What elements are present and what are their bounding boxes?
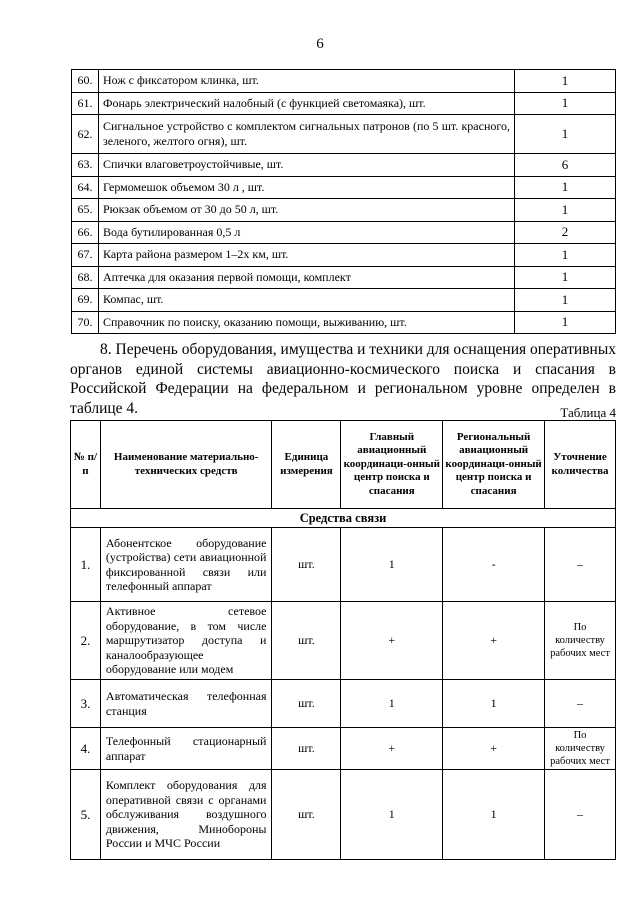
- row-number: 61.: [72, 92, 99, 115]
- table-row: [72, 244, 616, 267]
- table-4: [70, 420, 616, 860]
- row-main-center: 1: [341, 528, 443, 602]
- row-number: 68.: [72, 266, 99, 289]
- row-clarification: –: [545, 528, 616, 602]
- table-row: [72, 70, 616, 93]
- item-name: Рюкзак объемом от 30 до 50 л, шт.: [99, 199, 515, 222]
- row-clarification: По количеству рабочих мест: [545, 602, 616, 680]
- row-regional-center: 1: [443, 680, 545, 728]
- item-quantity: 1: [515, 289, 616, 312]
- table-row: [72, 266, 616, 289]
- row-number: 66.: [72, 221, 99, 244]
- row-main-center: 1: [341, 680, 443, 728]
- header-main-center: Главный авиационный координаци-онный центр поиска и спасания: [341, 421, 443, 509]
- row-name: Активное сетевое оборудование, в том числе маршрутизатор доступа и каналообразующее оборудование или модем: [100, 602, 272, 680]
- item-quantity: 1: [515, 92, 616, 115]
- section-title: Средства связи: [71, 509, 616, 528]
- page-number: 6: [316, 36, 324, 52]
- row-number: 67.: [72, 244, 99, 267]
- item-name: Аптечка для оказания первой помощи, комплект: [99, 266, 515, 289]
- item-quantity: 1: [515, 115, 616, 154]
- paragraph-text: 8. Перечень оборудования, имущества и техники для оснащения оперативных органов единой системы авиационно-космического поиска и спасания в Российской Федерации на федеральном и региональном уровне определен в таблице 4.: [70, 341, 616, 417]
- item-quantity: 1: [515, 311, 616, 334]
- row-number: 70.: [72, 311, 99, 334]
- table-row: [72, 221, 616, 244]
- item-quantity: 1: [515, 244, 616, 267]
- table-row: [71, 770, 616, 860]
- item-quantity: 6: [515, 154, 616, 177]
- row-name: Абонентское оборудование (устройства) сети авиационной фиксированной связи или телефонный аппарат: [100, 528, 272, 602]
- row-name: Комплект оборудования для оперативной связи с органами обслуживания воздушного движения, Минобороны России и МЧС России: [100, 770, 272, 860]
- item-name: Справочник по поиску, оказанию помощи, выживанию, шт.: [99, 311, 515, 334]
- item-name: Компас, шт.: [99, 289, 515, 312]
- table-row: [72, 154, 616, 177]
- row-name: Автоматическая телефонная станция: [100, 680, 272, 728]
- row-number: 5.: [71, 770, 101, 860]
- table-row: [72, 199, 616, 222]
- row-number: 62.: [72, 115, 99, 154]
- item-name: Фонарь электрический налобный (с функцией светомаяка), шт.: [99, 92, 515, 115]
- row-unit: шт.: [272, 680, 341, 728]
- section-row: [71, 509, 616, 528]
- table-row: [71, 728, 616, 770]
- row-number: 60.: [72, 70, 99, 93]
- header-regional-center: Региональный авиационный координаци-онный центр поиска и спасания: [443, 421, 545, 509]
- row-regional-center: +: [443, 728, 545, 770]
- table-header-row: [71, 421, 616, 509]
- table-row: [72, 289, 616, 312]
- row-clarification: По количеству рабочих мест: [545, 728, 616, 770]
- table-row: [71, 680, 616, 728]
- row-main-center: +: [341, 728, 443, 770]
- item-name: Карта района размером 1–2х км, шт.: [99, 244, 515, 267]
- row-clarification: –: [545, 770, 616, 860]
- header-clarification: Уточнение количества: [545, 421, 616, 509]
- row-number: 2.: [71, 602, 101, 680]
- header-unit: Единица измерения: [272, 421, 341, 509]
- row-number: 65.: [72, 199, 99, 222]
- table-row: [72, 176, 616, 199]
- row-number: 69.: [72, 289, 99, 312]
- item-name: Вода бутилированная 0,5 л: [99, 221, 515, 244]
- table-row: [71, 528, 616, 602]
- table-row: [72, 115, 616, 154]
- table-row: [71, 602, 616, 680]
- item-quantity: 1: [515, 70, 616, 93]
- row-number: 63.: [72, 154, 99, 177]
- table-row: [72, 92, 616, 115]
- item-quantity: 1: [515, 199, 616, 222]
- item-name: Нож с фиксатором клинка, шт.: [99, 70, 515, 93]
- table-caption: Таблица 4: [560, 405, 616, 420]
- item-quantity: 1: [515, 176, 616, 199]
- row-unit: шт.: [272, 728, 341, 770]
- row-unit: шт.: [272, 770, 341, 860]
- row-clarification: –: [545, 680, 616, 728]
- row-regional-center: +: [443, 602, 545, 680]
- item-quantity: 2: [515, 221, 616, 244]
- row-number: 1.: [71, 528, 101, 602]
- row-number: 3.: [71, 680, 101, 728]
- header-name: Наименование материально-технических средств: [100, 421, 272, 509]
- table-row: [72, 311, 616, 334]
- item-quantity: 1: [515, 266, 616, 289]
- row-main-center: +: [341, 602, 443, 680]
- header-num: № п/п: [71, 421, 101, 509]
- row-number: 4.: [71, 728, 101, 770]
- row-main-center: 1: [341, 770, 443, 860]
- row-name: Телефонный стационарный аппарат: [100, 728, 272, 770]
- row-unit: шт.: [272, 602, 341, 680]
- row-regional-center: 1: [443, 770, 545, 860]
- row-number: 64.: [72, 176, 99, 199]
- item-name: Гермомешок объемом 30 л , шт.: [99, 176, 515, 199]
- item-name: Спички влаговетроустойчивые, шт.: [99, 154, 515, 177]
- section-8-paragraph: [70, 340, 616, 418]
- equipment-list-table: [71, 69, 616, 334]
- row-regional-center: -: [443, 528, 545, 602]
- row-unit: шт.: [272, 528, 341, 602]
- item-name: Сигнальное устройство с комплектом сигнальных патронов (по 5 шт. красного, зеленого, желтого огня), шт.: [99, 115, 515, 154]
